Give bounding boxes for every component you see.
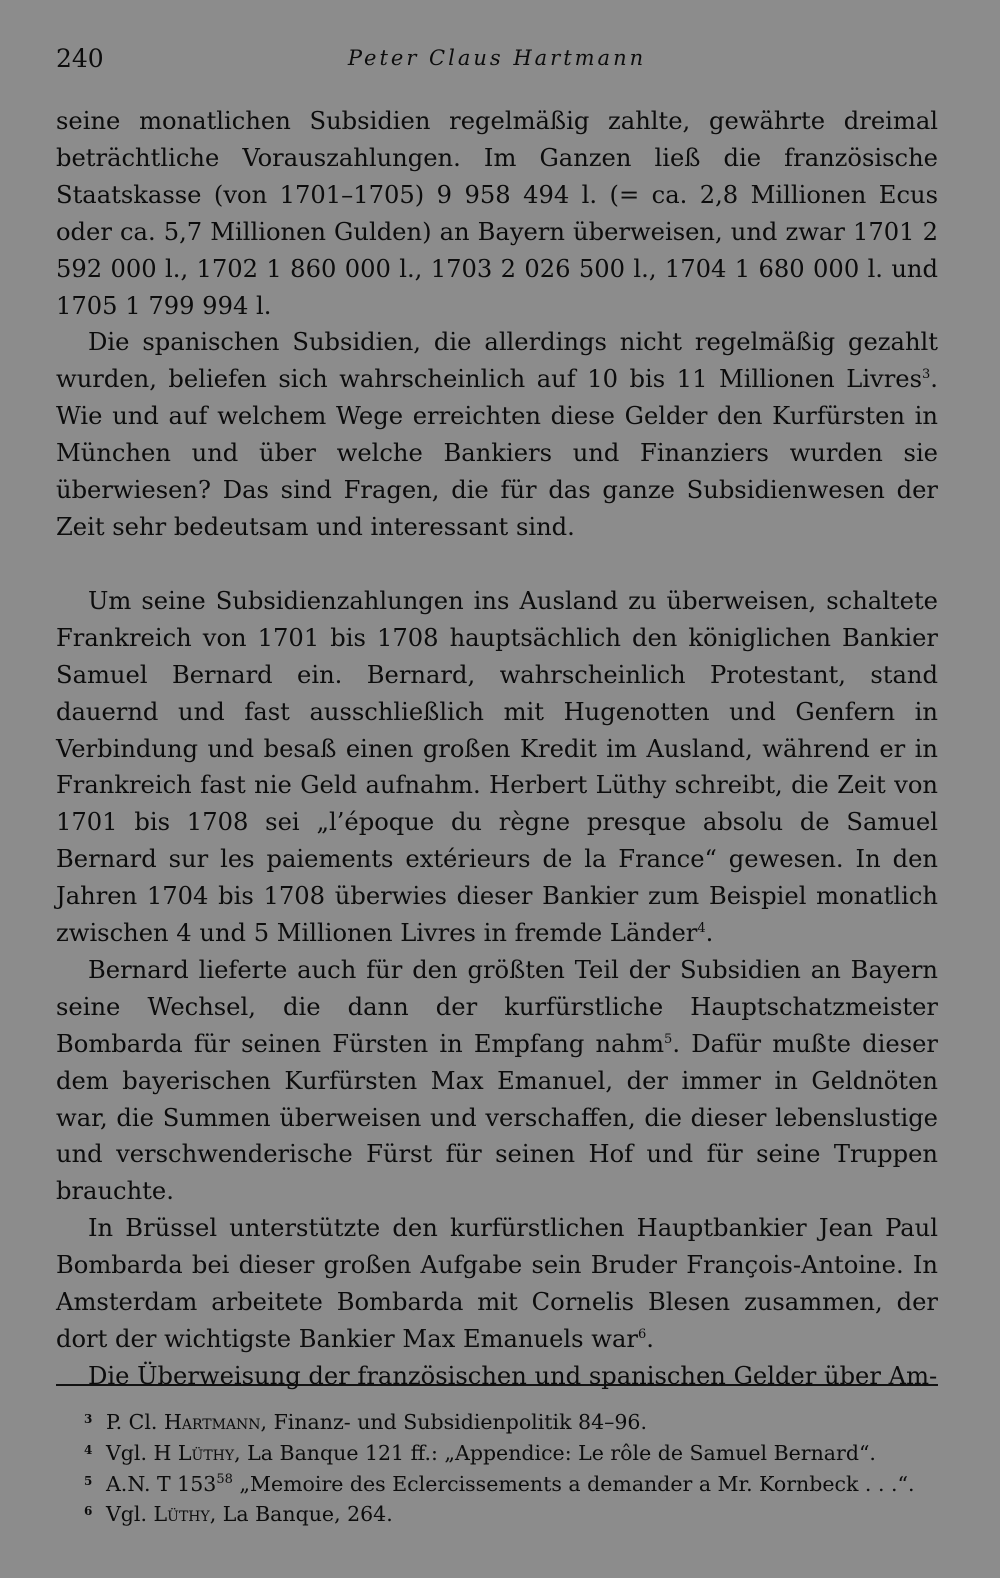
paragraph — [56, 103, 938, 324]
footnote-number: 3 — [84, 1412, 93, 1426]
paragraph — [56, 1210, 938, 1358]
paragraph — [56, 952, 938, 1210]
footnote-text: P. Cl. — [106, 1410, 164, 1434]
paragraph-text: . Wie und auf welchem Wege erreichten diese Gelder den Kurfürsten in München und über welche Bankiers und Finanziers wurden sie überwiesen? Das sind Fragen, die für das ganze Subsidienwesen der Zeit sehr bedeutsam und interessant sind. — [56, 365, 938, 541]
footnote-text: A.N. T 153 — [106, 1471, 217, 1496]
footnote — [84, 1498, 944, 1529]
footnote-text: „Memoire des Eclercissements a demander a Mr. Kornbeck . . .“. — [232, 1471, 915, 1496]
footnote-text: Vgl. H — [106, 1440, 178, 1465]
paragraph-text: . — [646, 1325, 654, 1353]
footnote — [84, 1406, 944, 1437]
author-name: Lüthy — [153, 1502, 210, 1527]
paragraph-text: Die Überweisung der französischen und spanischen Gelder über Am- — [88, 1361, 938, 1390]
author-name: Lüthy — [177, 1440, 235, 1465]
footnote-divider — [56, 1384, 938, 1386]
footnote-text: , Finanz- und Subsidienpolitik 84–96. — [260, 1410, 647, 1434]
running-head: Peter Claus Hartmann — [347, 46, 647, 70]
paragraph-text: Bernard lieferte auch für den größten Teil der Subsidien an Bayern seine Wechsel, die dann der kurfürstliche Hauptschatzmeister Bombarda für seinen Fürsten in Empfang nahm — [56, 955, 938, 1058]
footnote-ref: 3 — [922, 367, 931, 383]
paragraph-text: . Dafür mußte dieser dem bayerischen Kurfürsten Max Emanuel, der immer in Geldnöten war, die Summen überweisen und verschaffen, die dieser lebenslustige und verschwenderische Fürst für seinen Hof und für seine Truppen brauchte. — [56, 1029, 938, 1206]
footnote-number: 5 — [84, 1473, 93, 1488]
paragraph-text: Die spanischen Subsidien, die allerdings nicht regelmäßig gezahlt wurden, beliefen sich wahrscheinlich auf 10 bis 11 Millionen Livres — [56, 328, 938, 394]
footnote-ref: 5 — [664, 1031, 673, 1047]
paragraph — [56, 583, 938, 952]
footnote-text: , La Banque 121 ff.: „Appendice: Le rôle de Samuel Bernard“. — [234, 1440, 876, 1465]
footnote-text: , La Banque, 264. — [209, 1502, 393, 1527]
paragraph-text: Um seine Subsidienzahlungen ins Ausland zu überweisen, schaltete Frankreich von 1701 bis 1708 hauptsächlich den königlichen Bankier Samuel Bernard ein. Bernard, wahrscheinlich Protestant, stand dauernd und fast ausschließlich mit Hugenotten und Genfern in Verbindung und besaß einen großen Kredit im Ausland, während er in Frankreich fast nie Geld aufnahm. Herbert Lüthy schreibt, die Zeit von 1701 bis 1708 sei „l’époque du règne presque absolu de Samuel Bernard sur les paiements extérieurs de la France“ gewesen. In den Jahren 1704 bis 1708 überwies dieser Bankier zum Beispiel monatlich zwischen 4 und 5 Millionen Livres in fremde Länder — [56, 586, 938, 948]
footnote-number: 6 — [84, 1504, 93, 1519]
footnote-text: Vgl. — [106, 1502, 154, 1527]
footnote — [84, 1468, 944, 1499]
paragraph-text: . — [705, 919, 714, 948]
archive-superscript: 58 — [216, 1471, 233, 1487]
page-number: 240 — [56, 44, 104, 73]
page-header — [56, 44, 938, 84]
paragraph-text: seine monatlichen Subsidien regelmäßig zahlte, gewährte dreimal beträchtliche Vorauszahlungen. Im Ganzen ließ die französische Staatskasse (von 1701–1705) 9 958 494 l. (= ca. 2,8 Millionen Ecus oder ca. 5,7 Millionen Gulden) an Bayern überweisen, und zwar 1701 2 592 000 l., 1702 1 860 000 l., 1703 2 026 500 l., 1704 1 680 000 l. und 1705 1 799 994 l. — [56, 107, 938, 320]
paragraph — [56, 324, 938, 545]
author-name: Hartmann — [163, 1410, 261, 1434]
footnote-ref: 4 — [697, 920, 706, 936]
footnote-ref: 6 — [637, 1326, 647, 1342]
paragraph-text: In Brüssel unterstützte den kurfürstlichen Hauptbankier Jean Paul Bombarda bei dieser großen Aufgabe sein Bruder François-Antoine. In Amsterdam arbeitete Bombarda mit Cornelis Blesen zusammen, der dort der wichtigste Bankier Max Emanuels war — [56, 1214, 938, 1353]
footnote-number: 4 — [84, 1442, 93, 1457]
paragraph — [56, 1358, 938, 1395]
footnote — [84, 1437, 944, 1468]
footnotes — [84, 1406, 944, 1529]
body-text — [56, 103, 938, 1395]
